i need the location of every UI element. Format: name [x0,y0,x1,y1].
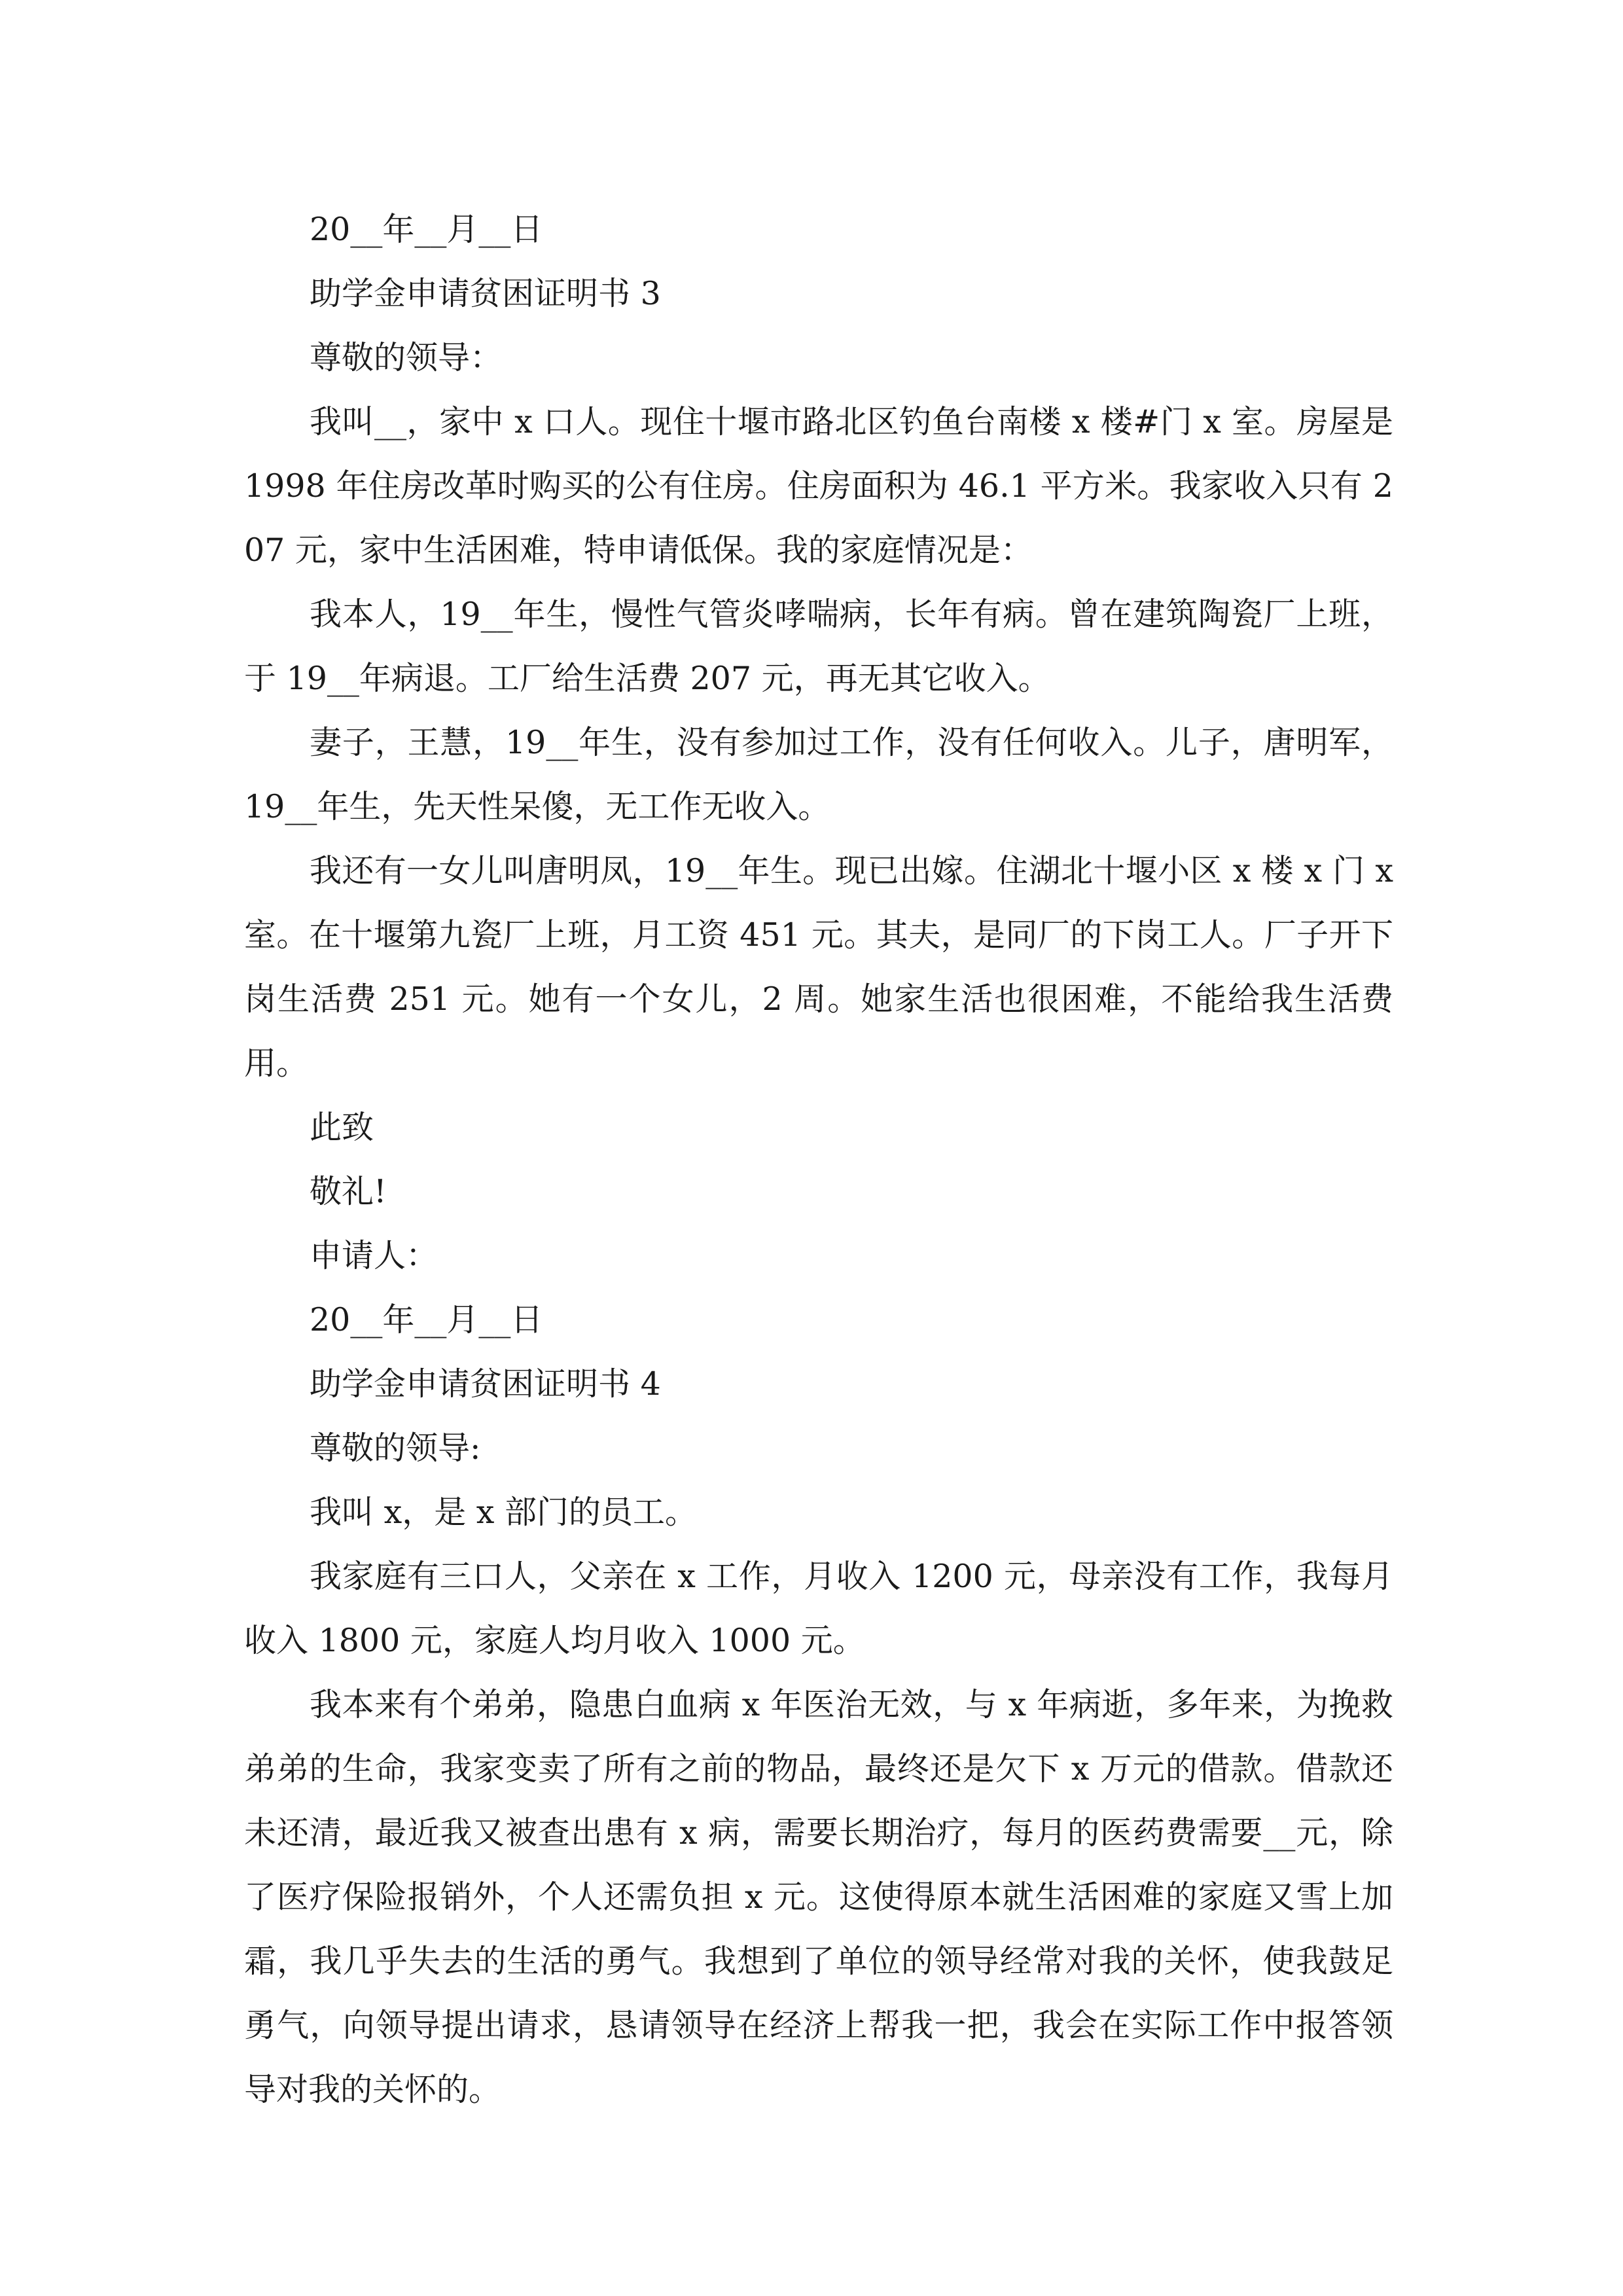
date-line: 20__年__月__日 [310,1301,543,1338]
paragraph-wife-son: 妻子，王慧，19__年生，没有参加过工作，没有任何收入。儿子，唐明军，19__年生，先天性呆傻，无工作无收入。 [244,724,1393,825]
section-title-3: 助学金申请贫困证明书 3 [310,275,661,312]
paragraph-intro-employee: 我叫 x，是 x 部门的员工。 [310,1494,697,1531]
document-body [244,198,1393,2122]
applicant-label: 申请人： [310,1237,438,1274]
paragraph-family-income: 我家庭有三口人，父亲在 x 工作，月收入 1200 元，母亲没有工作，我每月收入 1800 元，家庭人均月收入 1000 元。 [244,1558,1393,1659]
salutation: 尊敬的领导： [310,339,503,376]
closing-jingli: 敬礼! [310,1173,387,1210]
paragraph-self: 我本人，19__年生，慢性气管炎哮喘病，长年有病。曾在建筑陶瓷厂上班，于 19__年病退。工厂给生活费 207 元，再无其它收入。 [244,596,1393,697]
paragraph-introduction: 我叫__，家中 x 口人。现住十堰市路北区钓鱼台南楼 x 楼#门 x 室。房屋是 1998 年住房改革时购买的公有住房。住房面积为 46.1 平方米。我家收入只有 207 元，家中生活困难，特申请低保。我的家庭情况是： [244,403,1393,569]
salutation: 尊敬的领导: [310,1429,481,1467]
paragraph-daughter: 我还有一女儿叫唐明凤，19__年生。现已出嫁。住湖北十堰小区 x 楼 x 门 x 室。在十堰第九瓷厂上班，月工资 451 元。其夫，是同厂的下岗工人。厂子开下岗生活费 251 元。她有一个女儿，2 周。她家生活也很困难，不能给我生活费用。 [244,852,1393,1082]
closing-cizhi: 此致 [310,1109,374,1146]
section-title-4: 助学金申请贫困证明书 4 [310,1365,661,1403]
paragraph-hardship: 我本来有个弟弟，隐患白血病 x 年医治无效，与 x 年病逝，多年来，为挽救弟弟的生命，我家变卖了所有之前的物品，最终还是欠下 x 万元的借款。借款还未还清，最近我又被查出患有 x 病，需要长期治疗，每月的医药费需要__元，除了医疗保险报销外，个人还需负担 x 元。这使得原本就生活困难的家庭又雪上加霜，我几乎失去的生活的勇气。我想到了单位的领导经常对我的关怀，使我鼓足勇气，向领导提出请求，恳请领导在经济上帮我一把，我会在实际工作中报答领导对我的关怀的。 [244,1686,1393,2108]
date-line: 20__年__月__日 [310,211,543,248]
